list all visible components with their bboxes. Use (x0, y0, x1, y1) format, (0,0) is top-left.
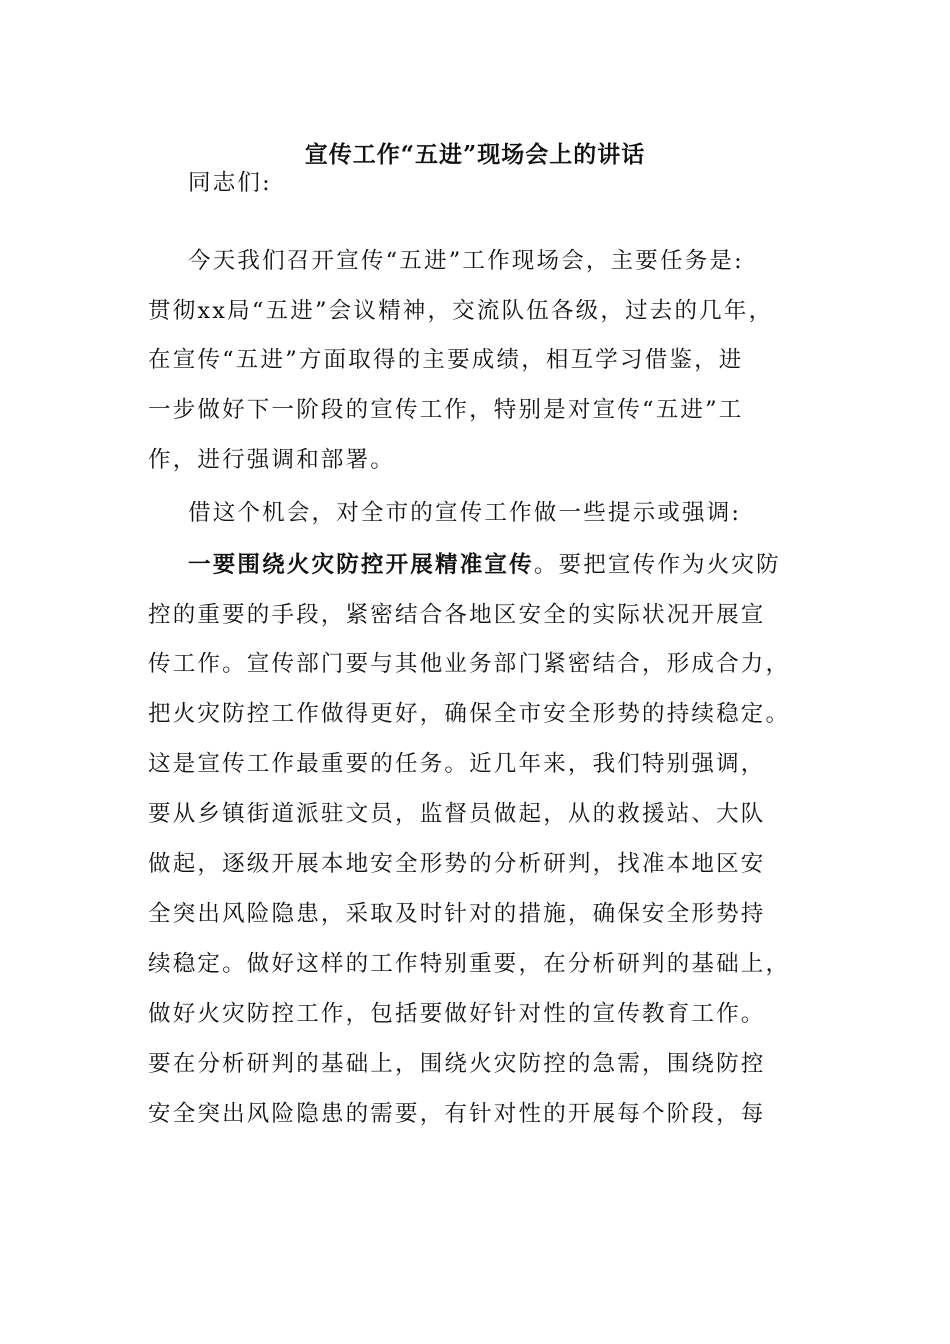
paragraph-line: 今天我们召开宣传“五进”工作现场会，主要任务是: (188, 248, 744, 274)
paragraph-line: 安全突出风险隐患的需要，有针对性的开展每个阶段，每 (148, 1101, 766, 1127)
paragraph-line: 全突出风险隐患，采取及时针对的措施，确保安全形势持 (148, 901, 766, 927)
paragraph-line: 把火灾防控工作做得更好，确保全市安全形势的持续稳定。 (148, 701, 791, 727)
salutation: 同志们: (188, 170, 272, 196)
paragraph-line: 这是宣传工作最重要的任务。近几年来，我们特别强调， (148, 751, 766, 777)
paragraph-line: 控的重要的手段，紧密结合各地区安全的实际状况开展宣 (148, 602, 766, 628)
paragraph-line: 续稳定。做好这样的工作特别重要，在分析研判的基础上， (148, 951, 791, 977)
paragraph-line: 做起，逐级开展本地安全形势的分析研判，找准本地区安 (148, 851, 766, 877)
paragraph-line: 作，进行强调和部署。 (148, 447, 396, 473)
section-heading: 一要围绕火灾防控开展精准宣传 (188, 552, 534, 578)
paragraph-line: 借这个机会，对全市的宣传工作做一些提示或强调: (188, 500, 742, 526)
paragraph-line: 要从乡镇街道派驻文员，监督员做起，从的救援站、大队 (148, 801, 766, 827)
paragraph-line: 贯彻xx局“五进”会议精神，交流队伍各级，过去的几年， (148, 298, 774, 324)
paragraph-line: 传工作。宣传部门要与其他业务部门紧密结合，形成合力， (148, 651, 791, 677)
paragraph-line: 在宣传“五进”方面取得的主要成绩，相互学习借鉴，进 (148, 347, 744, 373)
paragraph-line (188, 548, 781, 582)
paragraph-line: 要在分析研判的基础上，围绕火灾防控的急需，围绕防控 (148, 1051, 766, 1077)
document-title: 宣传工作“五进”现场会上的讲话 (304, 141, 646, 168)
paragraph-line: 做好火灾防控工作，包括要做好针对性的宣传教育工作。 (148, 1001, 766, 1027)
paragraph-line: 一步做好下一阶段的宣传工作，特别是对宣传“五进”工 (148, 397, 744, 423)
section-heading-rest: 。要把宣传作为火灾防 (533, 552, 781, 578)
